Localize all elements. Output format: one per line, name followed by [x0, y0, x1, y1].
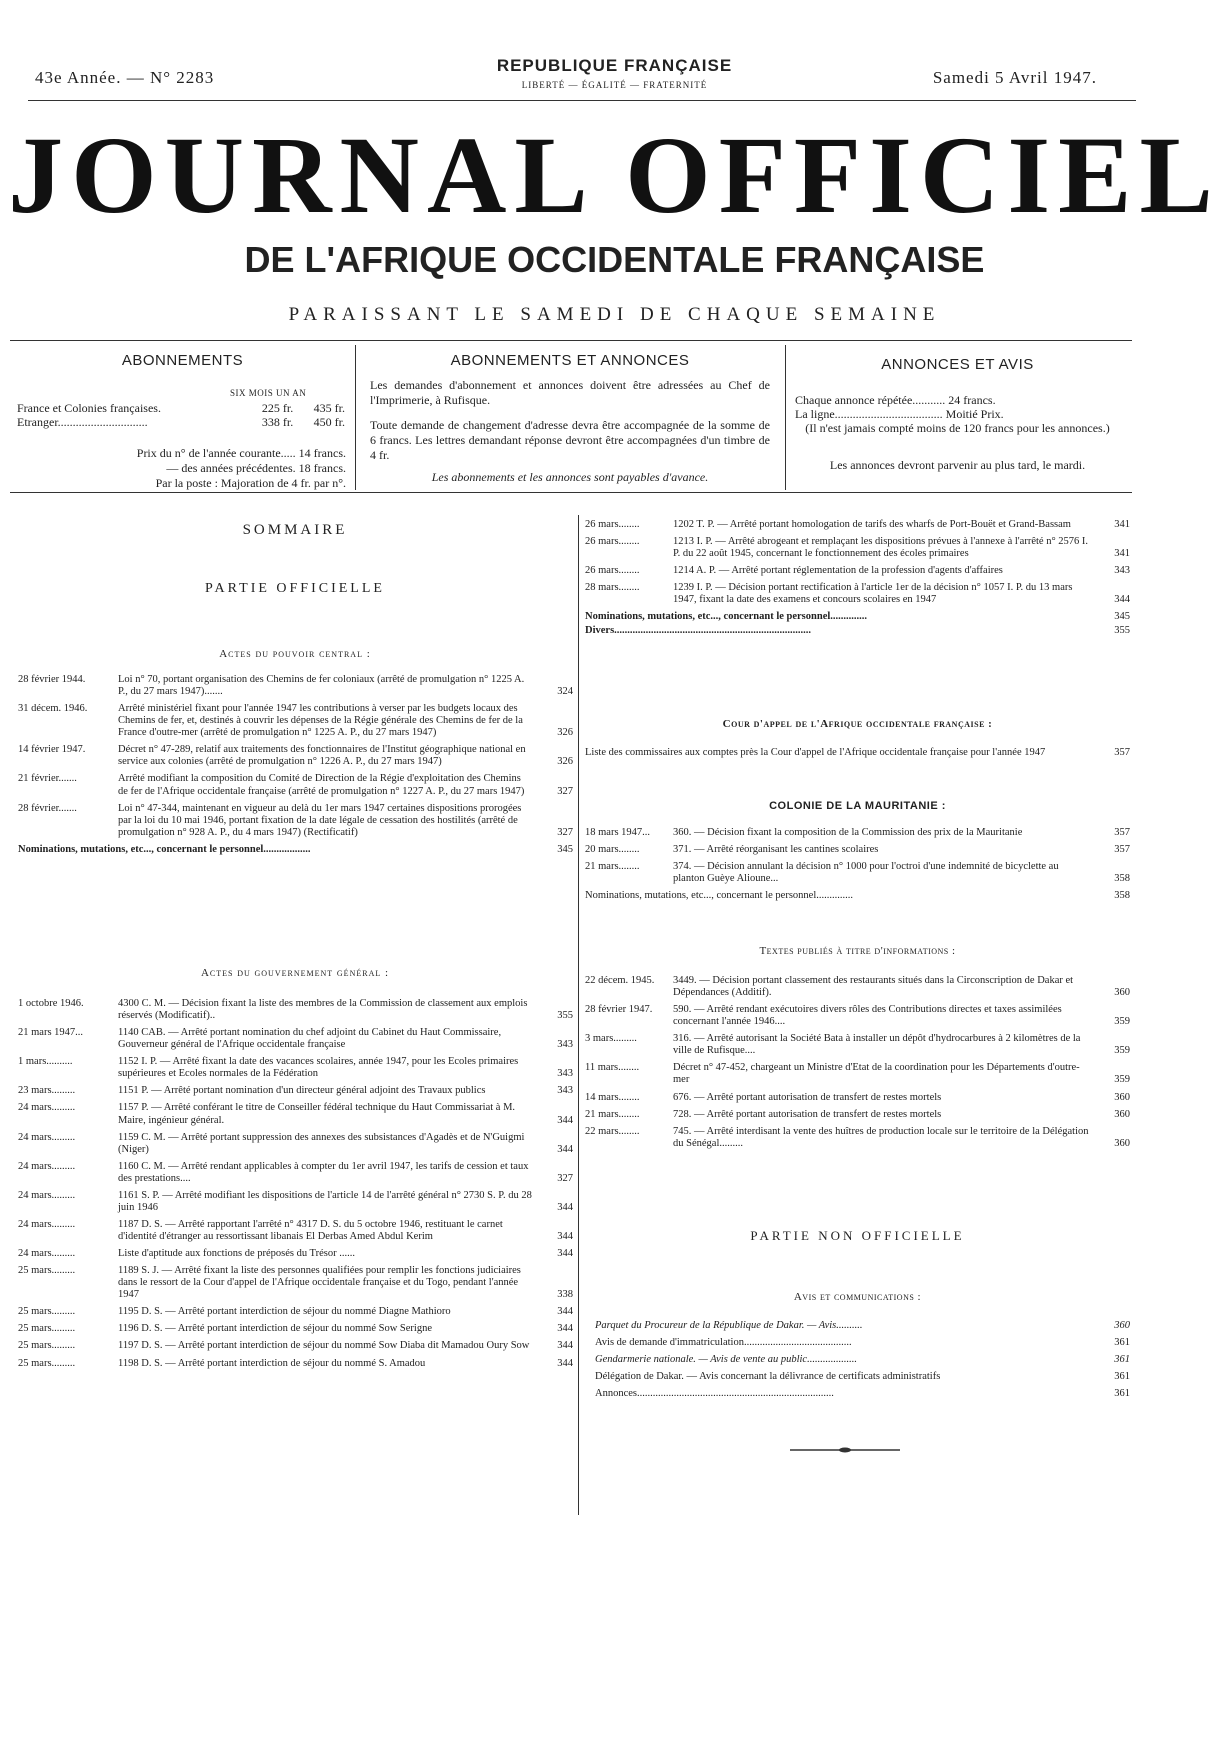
abonnements-annonces-p1: Les demandes d'abonnement et annonces doivent être adressées au Chef de l'Imprimerie, à Rufisque. [370, 378, 770, 407]
list-item: 28 février....... Loi n° 47-344, maintenant en vigueur au delà du 1er mars 1947 certaines dispositions prorogées par la loi du 10 mai 1946, portant fixation de la date légale de cessation des hostilités (arrêté de promulgation n° 928 A. P., du 4 mars 1947) (Rectificatif) 327 [18, 802, 573, 838]
list-item: 25 mars......... 1198 D. S. — Arrêté portant interdiction de séjour du nommé S. Amadou 344 [18, 1357, 573, 1369]
abonnements-title: ABONNEMENTS [121, 352, 244, 369]
list-item: 24 mars......... 1159 C. M. — Arrêté portant suppression des annexes des subsistances d'Agadès et de N'Guigmi (Niger) 344 [18, 1131, 573, 1155]
list-item: Nominations, mutations, etc..., concernant le personnel.................. 345 [18, 843, 573, 855]
price-issue-current: Prix du n° de l'année courante..... 14 francs. [136, 446, 346, 460]
list-item: 21 mars........ 728. — Arrêté portant autorisation de transfert de restes mortels 360 [585, 1108, 1130, 1120]
list-item: Annonces........................................................................... 361 [595, 1388, 1130, 1400]
journal-title: JOURNAL OFFICIEL [8, 114, 1221, 236]
national-motto: LIBERTÉ — ÉGALITÉ — FRATERNITÉ [521, 80, 708, 90]
annonces-price-repeat: Chaque annonce répétée........... 24 francs. [795, 393, 996, 407]
avis-list [595, 1320, 1130, 1405]
list-item: 21 mars 1947... 1140 CAB. — Arrêté portant nomination du chef adjoint du Cabinet du Haut Commissaire, Gouverneur général de l'Afrique occidentale française 343 [18, 1027, 573, 1051]
list-item: 24 mars......... 1161 S. P. — Arrêté modifiant les dispositions de l'article 14 de l'arrêté général n° 2730 S. P. du 28 juin 1946 344 [18, 1189, 573, 1213]
list-item: 26 mars........ 1213 I. P. — Arrêté abrogeant et remplaçant les dispositions prévues à l'annexe à l'arrêté n° 2576 I. P. du 22 août 1945, concernant le fonctionnement des écoles primaires 341 [585, 536, 1130, 560]
partie-non-officielle-title: PARTIE NON OFFICIELLE [750, 1228, 965, 1243]
list-item: 11 mars........ Décret n° 47-452, chargeant un Ministre d'Etat de la coordination pour les Départements d'outre-mer 359 [585, 1062, 1130, 1086]
list-item: Divers........................................................................... 355 [585, 625, 1130, 637]
annonces-avis-title: ANNONCES ET AVIS [881, 356, 1034, 373]
list-item: 3 mars......... 316. — Arrêté autorisant la Société Bata à installer un dépôt d'hydrocarbures à 2 kilomètres de la ville de Rufisque.... 359 [585, 1033, 1130, 1057]
price-table [16, 402, 346, 430]
cour-appel-heading: Cour d'appel de l'Afrique occidentale française : [722, 718, 993, 730]
journal-subtitle: DE L'AFRIQUE OCCIDENTALE FRANÇAISE [244, 239, 985, 280]
list-item: Liste des commissaires aux comptes près la Cour d'appel de l'Afrique occidentale française pour l'année 1947 357 [585, 747, 1130, 758]
list-item: 24 mars......... 1160 C. M. — Arrêté rendant applicables à compter du 1er avril 1947, les tarifs de cession et taux des prestations.... 327 [18, 1160, 573, 1184]
list-item: 25 mars......... 1195 D. S. — Arrêté portant interdiction de séjour du nommé Diagne Mathioro 344 [18, 1306, 573, 1318]
partie-officielle-title: PARTIE OFFICIELLE [205, 581, 385, 596]
list-item: 21 février....... Arrêté modifiant la composition du Comité de Direction de la Régie d'exploitation des Chemins de fer de l'Afrique occidentale française (arrêté de promulgation n° 1227 A. P., du 27 mars 1947) 327 [18, 773, 573, 797]
price-column-heads: SIX MOIS UN AN [230, 388, 307, 398]
actes-gouvernement-heading: Actes du gouvernement général : [200, 967, 390, 979]
list-item: 24 mars......... 1157 P. — Arrêté conférant le titre de Conseiller fédéral technique du Haut Commissariat à M. Maire, ingénieur général. 344 [18, 1102, 573, 1126]
table-row: Etranger.............................. 338 fr. 450 fr. [17, 414, 345, 429]
end-ornament [790, 1447, 900, 1453]
list-item: 1 mars.......... 1152 I. P. — Arrêté fixant la date des vacances scolaires, année 1947, pour les Ecoles primaires supérieures et Ecoles normales de la Fédération 343 [18, 1056, 573, 1080]
abonnements-annonces-title: ABONNEMENTS ET ANNONCES [450, 352, 690, 369]
abonnements-annonces-p2: Toute demande de changement d'adresse devra être accompagnée de la somme de 6 francs. Les lettres demandant réponse devront être accompagnées d'un timbre de 4 fr. [370, 418, 770, 462]
list-item: 1 octobre 1946. 4300 C. M. — Décision fixant la liste des membres de la Commission de classement aux emplois réservés (Modificatif).. 355 [18, 998, 573, 1022]
list-item: Gendarmerie nationale. — Avis de vente au public................... 361 [595, 1354, 1130, 1366]
list-item: 14 février 1947. Décret n° 47-289, relatif aux traitements des fonctionnaires de l'Institut géographique national en service aux colonies (arrêté de promulgation n° 1226 A. P., du 27 mars 1947) 326 [18, 744, 573, 768]
list-item: 18 mars 1947... 360. — Décision fixant la composition de la Commission des prix de la Mauritanie 357 [585, 827, 1130, 838]
price-postage: Par la poste : Majoration de 4 fr. par n°. [155, 476, 346, 490]
list-item: 23 mars......... 1151 P. — Arrêté portant nomination d'un directeur général adjoint des Travaux publics 343 [18, 1085, 573, 1097]
list-item: Avis de demande d'immatriculation......................................... 361 [595, 1337, 1130, 1349]
list-item: 25 mars......... 1189 S. J. — Arrêté fixant la liste des personnes qualifiées pour remplir les fonctions judiciaires dans le ressort de la Cour d'appel de l'Afrique occidentale française et du Togo, pendant l'année 1947 338 [18, 1265, 573, 1301]
actes-pouvoir-central-heading: Actes du pouvoir central : [219, 648, 371, 660]
annonces-minimum: (Il n'est jamais compté moins de 120 francs pour les annonces.) [805, 421, 1110, 435]
annonces-deadline: Les annonces devront parvenir au plus tard, le mardi. [829, 458, 1086, 472]
journal-periodicity: PARAISSANT LE SAMEDI DE CHAQUE SEMAINE [288, 304, 941, 325]
list-item: 26 mars........ 1214 A. P. — Arrêté portant réglementation de la profession d'agents d'affaires 343 [585, 565, 1130, 577]
list-item: Délégation de Dakar. — Avis concernant la délivrance de certificats administratifs 361 [595, 1371, 1130, 1383]
list-item: 22 décem. 1945. 3449. — Décision portant classement des restaurants situés dans la Circonscription de Dakar et Dépendances (Additif). 360 [585, 975, 1130, 999]
top-rule [28, 100, 1136, 101]
column-divider [578, 515, 579, 1515]
list-item: Nominations, mutations, etc..., concernant le personnel.............. 358 [585, 890, 1130, 902]
list-item: Nominations, mutations, etc..., concernant le personnel.............. 345 [585, 611, 1130, 623]
list-item: 26 mars........ 1202 T. P. — Arrêté portant homologation de tarifs des wharfs de Port-Bouët et Grand-Bassam 341 [585, 519, 1130, 530]
list-item: 31 décem. 1946. Arrêté ministériel fixant pour l'année 1947 les contributions à verser par les budgets locaux des Chemins de fer, et, destinés à couvrir les dépenses de la Régie générale des Chemins de fer de la France d'outre-mer (arrêté de promulgation n° 1225 A. P., du 27 mars 1947) 326 [18, 703, 573, 739]
mauritanie-list [585, 827, 1130, 907]
list-item: 14 mars........ 676. — Arrêté portant autorisation de transfert de restes mortels 360 [585, 1091, 1130, 1103]
list-item: 28 mars........ 1239 I. P. — Décision portant rectification à l'article 1er de la décision n° 1057 I. P. du 13 mars 1947, fixant la date des examens et concours scolaires en 1947 344 [585, 582, 1130, 606]
annonces-price-line: La ligne.................................... Moitié Prix. [795, 407, 1004, 421]
list-item: 25 mars......... 1197 D. S. — Arrêté portant interdiction de séjour du nommé Sow Diaba dit Mamadou Oury Sow 344 [18, 1340, 573, 1352]
list-item: 21 mars........ 374. — Décision annulant la décision n° 1000 pour l'octroi d'une indemnité de bicyclette au planton Guèye Alioune... 358 [585, 861, 1130, 885]
textes-info-list [585, 975, 1130, 1155]
textes-info-heading: Textes publiés à titre d'informations : [759, 945, 956, 957]
list-item: 28 février 1947. 590. — Arrêté rendant exécutoires divers rôles des Contributions directes et taxes assimilées concernant l'année 1946.... 359 [585, 1004, 1130, 1028]
list-item: 28 février 1944. Loi n° 70, portant organisation des Chemins de fer coloniaux (arrêté de promulgation n° 1225 A. P., du 27 mars 1947)....... 324 [18, 674, 573, 698]
list-item: Parquet du Procureur de la République de Dakar. — Avis.......... 360 [595, 1320, 1130, 1331]
pouvoir-central-list [18, 674, 573, 861]
sommaire-title: SOMMAIRE [242, 522, 348, 538]
gouvernement-list-continued [585, 519, 1130, 643]
list-item: 24 mars......... Liste d'aptitude aux fonctions de préposés du Trésor ...... 344 [18, 1248, 573, 1260]
republic-label: REPUBLIQUE FRANÇAISE [496, 56, 733, 75]
avis-communications-heading: Avis et communications : [793, 1291, 922, 1303]
table-row: France et Colonies françaises. 225 fr. 435 fr. [17, 401, 345, 415]
list-item: 22 mars........ 745. — Arrêté interdisant la vente des huîtres de production locale sur le territoire de la Délégation du Sénégal......... 360 [585, 1125, 1130, 1149]
issue-date: Samedi 5 Avril 1947. [932, 68, 1097, 87]
issue-number: 43e Année. — N° 2283 [35, 68, 215, 87]
list-item: 24 mars......... 1187 D. S. — Arrêté rapportant l'arrêté n° 4317 D. S. du 5 octobre 1946, restituant le carnet d'identité d'étranger au ressortissant libanais El Derbas Amed Abdul Kerim 344 [18, 1218, 573, 1242]
gouvernement-list [18, 998, 573, 1375]
list-item: 20 mars........ 371. — Arrêté réorganisant les cantines scolaires 357 [585, 844, 1130, 856]
cour-appel-list [585, 747, 1130, 764]
abonnements-annonces-p3: Les abonnements et les annonces sont payables d'avance. [431, 470, 709, 484]
price-issue-previous: — des années précédentes. 18 francs. [166, 461, 346, 475]
list-item: 25 mars......... 1196 D. S. — Arrêté portant interdiction de séjour du nommé Sow Serigne 344 [18, 1323, 573, 1335]
mauritanie-heading: COLONIE DE LA MAURITANIE : [769, 800, 946, 812]
